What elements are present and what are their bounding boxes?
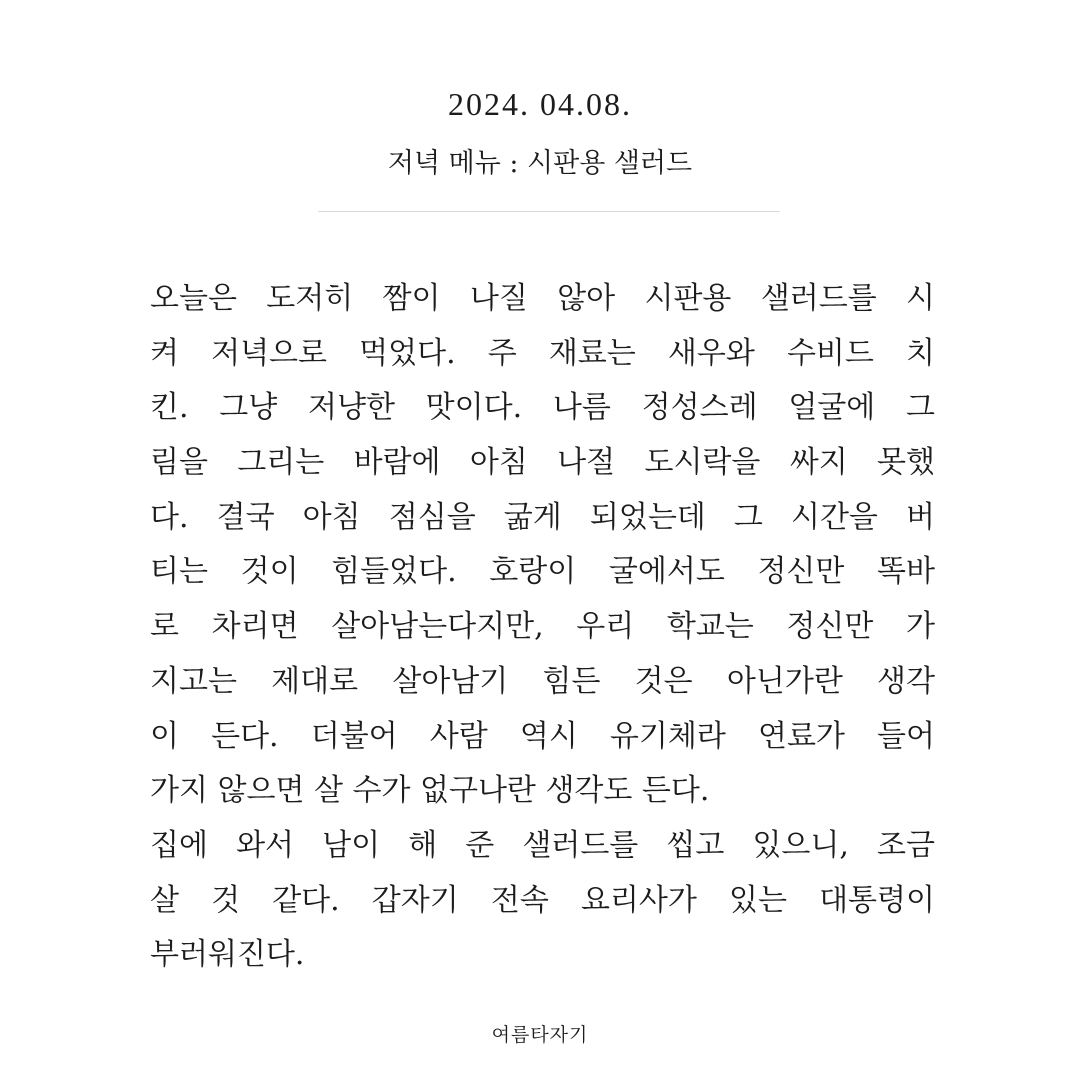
body-line: 살 것 같다. 갑자기 전속 요리사가 있는 대통령이 [150,882,935,918]
body-line: 킨. 그냥 저냥한 맛이다. 나름 정성스레 얼굴에 그 [150,390,935,426]
body-line: 집에 와서 남이 해 준 샐러드를 씹고 있으니, 조금 [150,827,935,863]
body-line: 부러워진다. [150,937,305,973]
body-line: 다. 결국 아침 점심을 굶게 되었는데 그 시간을 버 [150,499,935,535]
body-line: 이 든다. 더불어 사람 역시 유기체라 연료가 들어 [150,718,935,754]
diary-body [150,272,935,983]
body-line: 티는 것이 힘들었다. 호랑이 굴에서도 정신만 똑바 [150,554,935,590]
body-line: 오늘은 도저히 짬이 나질 않아 시판용 샐러드를 시 [150,281,935,316]
body-line: 켜 저녁으로 먹었다. 주 재료는 새우와 수비드 치 [150,335,935,371]
author-signature: 여름타자기 [491,1024,589,1046]
post-date: 2024. 04.08. [448,86,632,122]
body-line: 로 차리면 살아남는다지만, 우리 학교는 정신만 가 [150,609,935,645]
post-subtitle: 저녁 메뉴 : 시판용 샐러드 [387,148,693,179]
body-line: 지고는 제대로 살아남기 힘든 것은 아닌가란 생각 [150,663,935,699]
body-line: 가지 않으면 살 수가 없구나란 생각도 든다. [150,773,710,809]
body-line: 림을 그리는 바람에 아침 나절 도시락을 싸지 못했 [150,445,935,481]
header-divider [318,211,780,212]
